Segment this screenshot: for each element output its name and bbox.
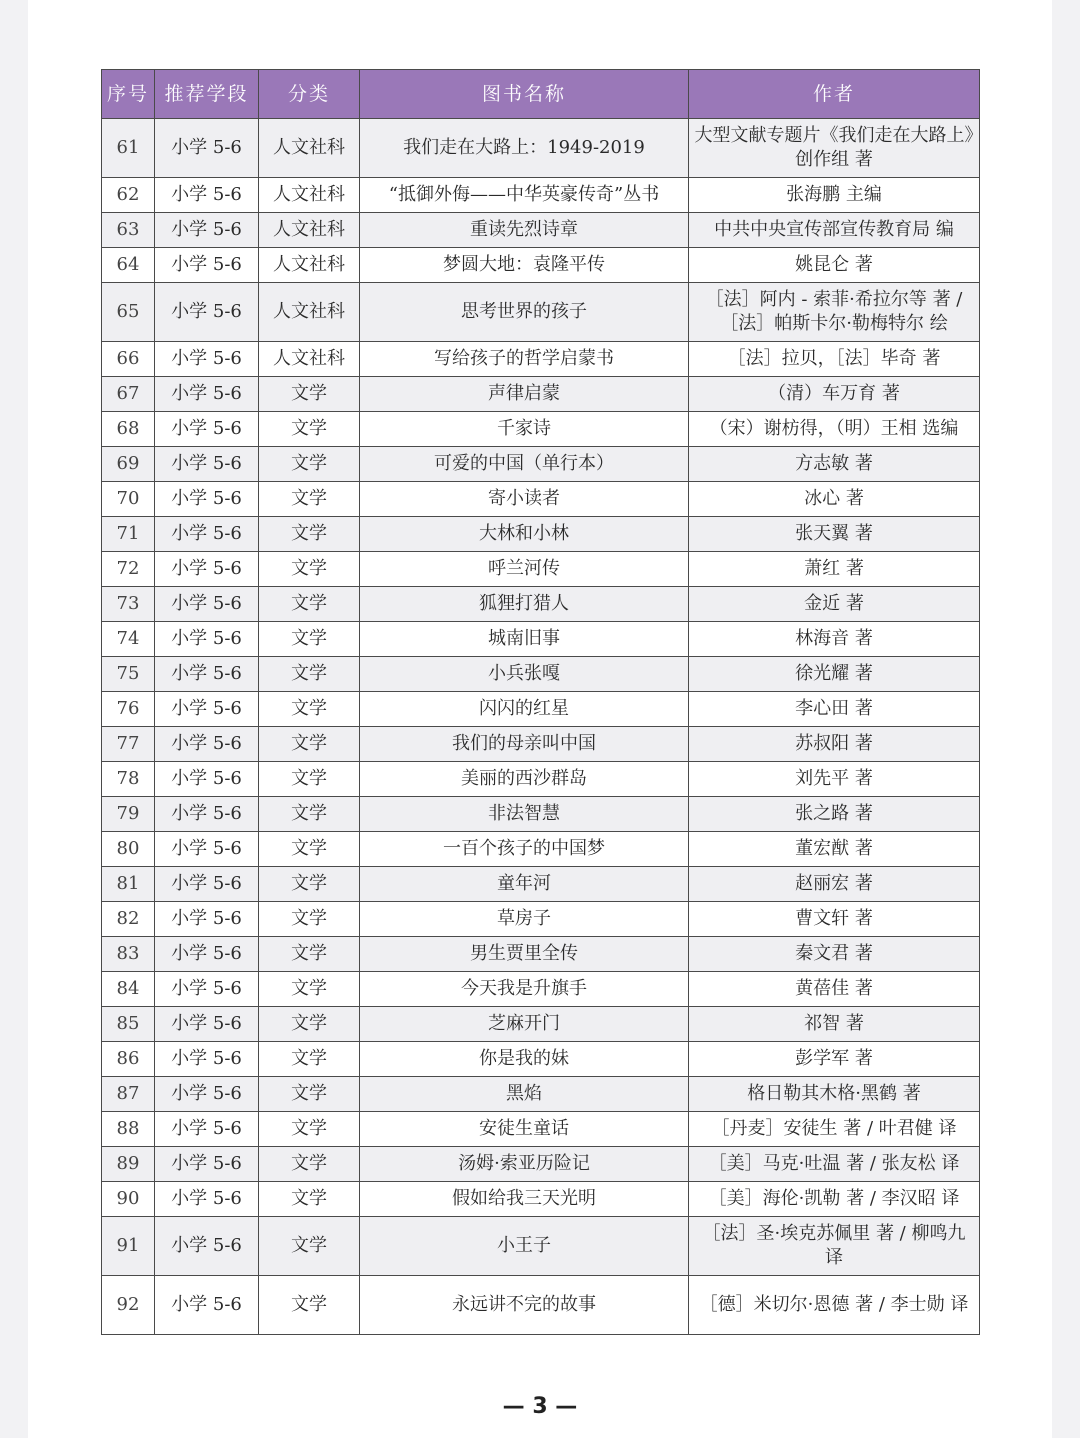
cell-author: （清）车万育 著 <box>689 377 980 412</box>
header-title: 图书名称 <box>360 70 689 119</box>
table-body <box>102 119 980 1335</box>
cell-number: 84 <box>102 972 155 1007</box>
cell-title: 城南旧事 <box>360 622 689 657</box>
cell-category: 文学 <box>259 902 360 937</box>
header-number: 序号 <box>102 70 155 119</box>
cell-stage: 小学 5-6 <box>155 552 259 587</box>
table-row <box>102 1077 980 1112</box>
cell-title: 呼兰河传 <box>360 552 689 587</box>
cell-number: 85 <box>102 1007 155 1042</box>
cell-title: 千家诗 <box>360 412 689 447</box>
cell-category: 文学 <box>259 1077 360 1112</box>
cell-title: 黑焰 <box>360 1077 689 1112</box>
table-row <box>102 657 980 692</box>
cell-stage: 小学 5-6 <box>155 412 259 447</box>
cell-stage: 小学 5-6 <box>155 937 259 972</box>
table-row <box>102 482 980 517</box>
cell-author: 董宏猷 著 <box>689 832 980 867</box>
cell-category: 文学 <box>259 1147 360 1182</box>
cell-author: 张之路 著 <box>689 797 980 832</box>
cell-stage: 小学 5-6 <box>155 727 259 762</box>
cell-title: 草房子 <box>360 902 689 937</box>
cell-stage: 小学 5-6 <box>155 1217 259 1276</box>
cell-category: 文学 <box>259 377 360 412</box>
cell-number: 81 <box>102 867 155 902</box>
cell-title: 永远讲不完的故事 <box>360 1276 689 1335</box>
cell-title: 小王子 <box>360 1217 689 1276</box>
header-author: 作者 <box>689 70 980 119</box>
cell-category: 文学 <box>259 762 360 797</box>
cell-title: 今天我是升旗手 <box>360 972 689 1007</box>
cell-stage: 小学 5-6 <box>155 1276 259 1335</box>
table-row <box>102 902 980 937</box>
cell-category: 文学 <box>259 622 360 657</box>
cell-title: “抵御外侮——中华英豪传奇”丛书 <box>360 178 689 213</box>
cell-stage: 小学 5-6 <box>155 1042 259 1077</box>
cell-category: 文学 <box>259 412 360 447</box>
cell-stage: 小学 5-6 <box>155 377 259 412</box>
cell-author: ［美］海伦·凯勒 著 / 李汉昭 译 <box>689 1182 980 1217</box>
cell-title: 非法智慧 <box>360 797 689 832</box>
cell-author: 大型文献专题片《我们走在大路上》创作组 著 <box>689 119 980 178</box>
table-row <box>102 1217 980 1276</box>
cell-number: 89 <box>102 1147 155 1182</box>
cell-number: 72 <box>102 552 155 587</box>
cell-author: ［法］阿内 - 索菲·希拉尔等 著 /［法］帕斯卡尔·勒梅特尔 绘 <box>689 283 980 342</box>
cell-stage: 小学 5-6 <box>155 902 259 937</box>
cell-category: 文学 <box>259 1112 360 1147</box>
cell-stage: 小学 5-6 <box>155 482 259 517</box>
cell-author: ［法］拉贝，［法］毕奇 著 <box>689 342 980 377</box>
cell-category: 人文社科 <box>259 119 360 178</box>
cell-number: 62 <box>102 178 155 213</box>
cell-author: 萧红 著 <box>689 552 980 587</box>
cell-number: 80 <box>102 832 155 867</box>
table-row <box>102 1147 980 1182</box>
cell-title: 小兵张嘎 <box>360 657 689 692</box>
cell-stage: 小学 5-6 <box>155 797 259 832</box>
cell-category: 文学 <box>259 447 360 482</box>
cell-stage: 小学 5-6 <box>155 867 259 902</box>
cell-category: 文学 <box>259 587 360 622</box>
cell-category: 人文社科 <box>259 283 360 342</box>
cell-number: 66 <box>102 342 155 377</box>
table-row <box>102 1276 980 1335</box>
table-row <box>102 342 980 377</box>
cell-stage: 小学 5-6 <box>155 213 259 248</box>
cell-category: 文学 <box>259 692 360 727</box>
cell-stage: 小学 5-6 <box>155 447 259 482</box>
cell-stage: 小学 5-6 <box>155 692 259 727</box>
cell-author: 张天翼 著 <box>689 517 980 552</box>
cell-title: 你是我的妹 <box>360 1042 689 1077</box>
header-stage: 推荐学段 <box>155 70 259 119</box>
cell-number: 67 <box>102 377 155 412</box>
cell-author: 金近 著 <box>689 587 980 622</box>
cell-category: 文学 <box>259 832 360 867</box>
page-number: — 3 — <box>502 1394 578 1419</box>
cell-number: 69 <box>102 447 155 482</box>
table-row <box>102 1042 980 1077</box>
cell-category: 文学 <box>259 552 360 587</box>
cell-category: 文学 <box>259 797 360 832</box>
cell-category: 文学 <box>259 1182 360 1217</box>
table-row <box>102 622 980 657</box>
cell-author: 徐光耀 著 <box>689 657 980 692</box>
cell-stage: 小学 5-6 <box>155 1147 259 1182</box>
table-row <box>102 1112 980 1147</box>
cell-number: 73 <box>102 587 155 622</box>
cell-stage: 小学 5-6 <box>155 1112 259 1147</box>
cell-number: 79 <box>102 797 155 832</box>
cell-title: 汤姆·索亚历险记 <box>360 1147 689 1182</box>
cell-stage: 小学 5-6 <box>155 1182 259 1217</box>
table-row <box>102 797 980 832</box>
cell-category: 文学 <box>259 1217 360 1276</box>
cell-number: 68 <box>102 412 155 447</box>
cell-title: 重读先烈诗章 <box>360 213 689 248</box>
cell-title: 写给孩子的哲学启蒙书 <box>360 342 689 377</box>
cell-author: 格日勒其木格·黑鹤 著 <box>689 1077 980 1112</box>
cell-category: 文学 <box>259 972 360 1007</box>
table-header-row <box>102 70 980 119</box>
cell-number: 82 <box>102 902 155 937</box>
table-row <box>102 178 980 213</box>
cell-number: 70 <box>102 482 155 517</box>
book-list-table <box>101 69 980 1335</box>
cell-number: 83 <box>102 937 155 972</box>
cell-number: 76 <box>102 692 155 727</box>
cell-title: 安徒生童话 <box>360 1112 689 1147</box>
table-row <box>102 447 980 482</box>
table-row <box>102 587 980 622</box>
cell-author: 李心田 著 <box>689 692 980 727</box>
cell-category: 文学 <box>259 482 360 517</box>
table-row <box>102 377 980 412</box>
table-row <box>102 412 980 447</box>
cell-author: 彭学军 著 <box>689 1042 980 1077</box>
cell-title: 美丽的西沙群岛 <box>360 762 689 797</box>
cell-stage: 小学 5-6 <box>155 1007 259 1042</box>
cell-author: 姚昆仑 著 <box>689 248 980 283</box>
cell-stage: 小学 5-6 <box>155 248 259 283</box>
cell-category: 人文社科 <box>259 178 360 213</box>
cell-author: 秦文君 著 <box>689 937 980 972</box>
cell-number: 77 <box>102 727 155 762</box>
table-row <box>102 283 980 342</box>
cell-category: 人文社科 <box>259 342 360 377</box>
cell-author: （宋）谢枋得，（明）王相 选编 <box>689 412 980 447</box>
cell-stage: 小学 5-6 <box>155 178 259 213</box>
cell-title: 思考世界的孩子 <box>360 283 689 342</box>
cell-title: 我们的母亲叫中国 <box>360 727 689 762</box>
cell-stage: 小学 5-6 <box>155 622 259 657</box>
cell-number: 75 <box>102 657 155 692</box>
table-row <box>102 832 980 867</box>
cell-stage: 小学 5-6 <box>155 587 259 622</box>
cell-title: 梦圆大地：袁隆平传 <box>360 248 689 283</box>
cell-number: 87 <box>102 1077 155 1112</box>
table-row <box>102 867 980 902</box>
cell-stage: 小学 5-6 <box>155 283 259 342</box>
cell-title: 童年河 <box>360 867 689 902</box>
table-row <box>102 119 980 178</box>
table-row <box>102 213 980 248</box>
cell-number: 86 <box>102 1042 155 1077</box>
cell-author: 赵丽宏 著 <box>689 867 980 902</box>
cell-title: 男生贾里全传 <box>360 937 689 972</box>
cell-title: 芝麻开门 <box>360 1007 689 1042</box>
cell-number: 88 <box>102 1112 155 1147</box>
cell-author: 中共中央宣传部宣传教育局 编 <box>689 213 980 248</box>
cell-number: 65 <box>102 283 155 342</box>
cell-category: 人文社科 <box>259 213 360 248</box>
cell-stage: 小学 5-6 <box>155 832 259 867</box>
cell-number: 91 <box>102 1217 155 1276</box>
table-row <box>102 1182 980 1217</box>
table-row <box>102 762 980 797</box>
cell-number: 64 <box>102 248 155 283</box>
table-row <box>102 972 980 1007</box>
cell-stage: 小学 5-6 <box>155 342 259 377</box>
cell-title: 寄小读者 <box>360 482 689 517</box>
header-category: 分类 <box>259 70 360 119</box>
cell-number: 74 <box>102 622 155 657</box>
cell-author: ［德］米切尔·恩德 著 / 李士勋 译 <box>689 1276 980 1335</box>
cell-title: 我们走在大路上：1949-2019 <box>360 119 689 178</box>
table-row <box>102 517 980 552</box>
cell-number: 78 <box>102 762 155 797</box>
cell-title: 一百个孩子的中国梦 <box>360 832 689 867</box>
cell-stage: 小学 5-6 <box>155 972 259 1007</box>
cell-title: 大林和小林 <box>360 517 689 552</box>
cell-stage: 小学 5-6 <box>155 1077 259 1112</box>
cell-author: 祁智 著 <box>689 1007 980 1042</box>
cell-category: 文学 <box>259 727 360 762</box>
cell-author: ［丹麦］安徒生 著 / 叶君健 译 <box>689 1112 980 1147</box>
cell-category: 文学 <box>259 867 360 902</box>
cell-stage: 小学 5-6 <box>155 517 259 552</box>
table-row <box>102 248 980 283</box>
cell-category: 文学 <box>259 1042 360 1077</box>
cell-title: 声律启蒙 <box>360 377 689 412</box>
cell-title: 假如给我三天光明 <box>360 1182 689 1217</box>
cell-author: 曹文轩 著 <box>689 902 980 937</box>
cell-author: ［美］马克·吐温 著 / 张友松 译 <box>689 1147 980 1182</box>
table-row <box>102 937 980 972</box>
cell-category: 文学 <box>259 1276 360 1335</box>
cell-category: 人文社科 <box>259 248 360 283</box>
document-page <box>28 0 1052 1438</box>
cell-stage: 小学 5-6 <box>155 119 259 178</box>
cell-number: 63 <box>102 213 155 248</box>
cell-author: ［法］圣·埃克苏佩里 著 / 柳鸣九 译 <box>689 1217 980 1276</box>
cell-category: 文学 <box>259 517 360 552</box>
cell-author: 黄蓓佳 著 <box>689 972 980 1007</box>
cell-title: 狐狸打猎人 <box>360 587 689 622</box>
cell-author: 林海音 著 <box>689 622 980 657</box>
cell-category: 文学 <box>259 657 360 692</box>
cell-number: 90 <box>102 1182 155 1217</box>
cell-title: 闪闪的红星 <box>360 692 689 727</box>
cell-author: 刘先平 著 <box>689 762 980 797</box>
cell-author: 苏叔阳 著 <box>689 727 980 762</box>
table-row <box>102 552 980 587</box>
cell-category: 文学 <box>259 937 360 972</box>
cell-number: 61 <box>102 119 155 178</box>
cell-author: 冰心 著 <box>689 482 980 517</box>
table-row <box>102 1007 980 1042</box>
cell-author: 张海鹏 主编 <box>689 178 980 213</box>
cell-author: 方志敏 著 <box>689 447 980 482</box>
cell-number: 92 <box>102 1276 155 1335</box>
cell-category: 文学 <box>259 1007 360 1042</box>
cell-title: 可爱的中国（单行本） <box>360 447 689 482</box>
cell-stage: 小学 5-6 <box>155 657 259 692</box>
table-row <box>102 727 980 762</box>
table-row <box>102 692 980 727</box>
cell-stage: 小学 5-6 <box>155 762 259 797</box>
cell-number: 71 <box>102 517 155 552</box>
